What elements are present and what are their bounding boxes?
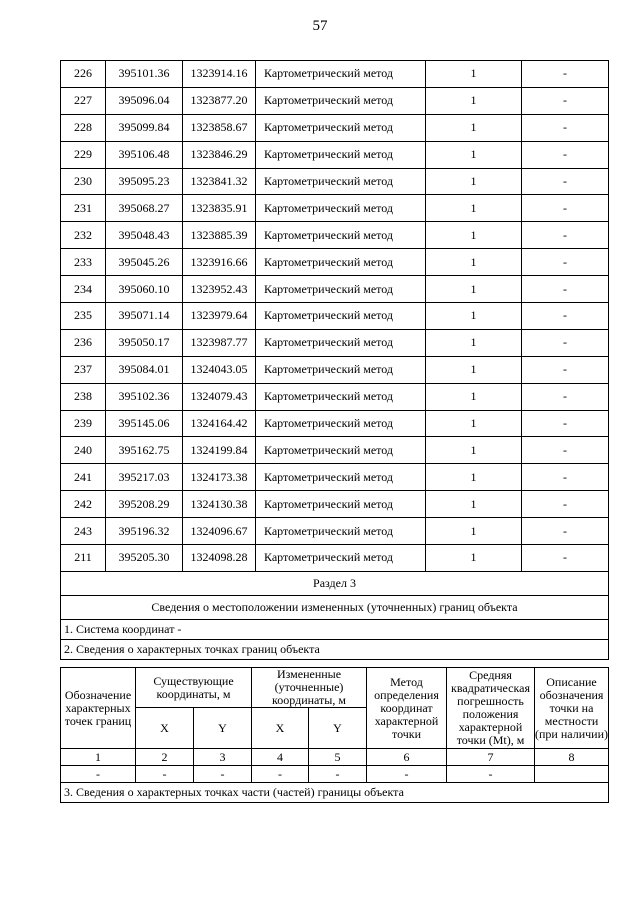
- column-number: 7: [447, 749, 535, 766]
- point-method: Картометрический метод: [256, 222, 426, 249]
- point-x: 395208.29: [106, 491, 183, 518]
- point-y: 1324130.38: [183, 491, 256, 518]
- point-method: Картометрический метод: [256, 303, 426, 330]
- header-accuracy: Средняя квадратическая погрешность положения характерной точки (Mt), м: [447, 668, 535, 749]
- table-row: [61, 303, 609, 330]
- point-method: Картометрический метод: [256, 491, 426, 518]
- point-description: -: [522, 168, 609, 195]
- point-accuracy: 1: [426, 249, 522, 276]
- empty-cell: -: [61, 766, 136, 783]
- empty-cell: -: [252, 766, 309, 783]
- point-description: -: [522, 383, 609, 410]
- point-x: 395217.03: [106, 464, 183, 491]
- table-row: [61, 491, 609, 518]
- point-x: 395095.23: [106, 168, 183, 195]
- point-accuracy: 1: [426, 464, 522, 491]
- point-x: 395071.14: [106, 303, 183, 330]
- point-accuracy: 1: [426, 168, 522, 195]
- point-x: 395060.10: [106, 276, 183, 303]
- table-row: [61, 141, 609, 168]
- point-description: -: [522, 518, 609, 545]
- point-y: 1324043.05: [183, 356, 256, 383]
- table-row: [61, 356, 609, 383]
- point-method: Картометрический метод: [256, 168, 426, 195]
- point-description: -: [522, 545, 609, 572]
- point-description: -: [522, 410, 609, 437]
- point-number: 227: [61, 87, 106, 114]
- point-number: 230: [61, 168, 106, 195]
- header-changed-x: X: [252, 708, 309, 749]
- point-accuracy: 1: [426, 276, 522, 303]
- header-designation: Обозначение характерных точек границ: [61, 668, 136, 749]
- point-number: 242: [61, 491, 106, 518]
- point-y: 1324098.28: [183, 545, 256, 572]
- point-method: Картометрический метод: [256, 61, 426, 88]
- column-number: 6: [367, 749, 447, 766]
- empty-cell: -: [367, 766, 447, 783]
- point-x: 395096.04: [106, 87, 183, 114]
- point-number: 228: [61, 114, 106, 141]
- header-method: Метод определения координат характерной точки: [367, 668, 447, 749]
- table-row: [61, 114, 609, 141]
- point-description: -: [522, 491, 609, 518]
- point-x: 395102.36: [106, 383, 183, 410]
- point-description: -: [522, 114, 609, 141]
- points-table-body: [61, 61, 609, 660]
- section-subtitle: Сведения о местоположении измененных (уточненных) границ объекта: [61, 595, 609, 619]
- point-method: Картометрический метод: [256, 249, 426, 276]
- point-number: 211: [61, 545, 106, 572]
- coord-system-row: [61, 619, 609, 639]
- column-number: 3: [194, 749, 252, 766]
- points-heading-row: [61, 639, 609, 659]
- point-accuracy: 1: [426, 437, 522, 464]
- point-accuracy: 1: [426, 383, 522, 410]
- header-existing-x: X: [136, 708, 194, 749]
- point-description: -: [522, 437, 609, 464]
- table-row: [61, 61, 609, 88]
- point-x: 395099.84: [106, 114, 183, 141]
- point-description: -: [522, 276, 609, 303]
- table-row: [61, 249, 609, 276]
- table-row: [61, 87, 609, 114]
- point-accuracy: 1: [426, 87, 522, 114]
- point-number: 241: [61, 464, 106, 491]
- table-row: [61, 329, 609, 356]
- point-y: 1323916.66: [183, 249, 256, 276]
- header-existing-y: Y: [194, 708, 252, 749]
- point-method: Картометрический метод: [256, 329, 426, 356]
- point-method: Картометрический метод: [256, 141, 426, 168]
- table-row: [61, 518, 609, 545]
- empty-cell: -: [447, 766, 535, 783]
- points-table: [60, 60, 609, 660]
- point-accuracy: 1: [426, 195, 522, 222]
- point-accuracy: 1: [426, 222, 522, 249]
- point-y: 1324199.84: [183, 437, 256, 464]
- point-description: -: [522, 356, 609, 383]
- table-row: [61, 276, 609, 303]
- empty-cell: [535, 766, 609, 783]
- point-method: Картометрический метод: [256, 518, 426, 545]
- changed-borders-table: [60, 667, 609, 803]
- point-x: 395084.01: [106, 356, 183, 383]
- header-description: Описание обозначения точки на местности (при наличии): [535, 668, 609, 749]
- point-x: 395106.48: [106, 141, 183, 168]
- point-description: -: [522, 222, 609, 249]
- section-title-row: [61, 571, 609, 595]
- point-description: -: [522, 141, 609, 168]
- page-number: 57: [312, 18, 328, 34]
- point-number: 226: [61, 61, 106, 88]
- point-y: 1323914.16: [183, 61, 256, 88]
- point-method: Картометрический метод: [256, 464, 426, 491]
- point-method: Картометрический метод: [256, 410, 426, 437]
- point-y: 1323846.29: [183, 141, 256, 168]
- point-accuracy: 1: [426, 356, 522, 383]
- table-row: [61, 545, 609, 572]
- point-y: 1323987.77: [183, 329, 256, 356]
- point-accuracy: 1: [426, 518, 522, 545]
- point-accuracy: 1: [426, 114, 522, 141]
- section-title: Раздел 3: [61, 571, 609, 595]
- point-method: Картометрический метод: [256, 114, 426, 141]
- point-description: -: [522, 249, 609, 276]
- point-accuracy: 1: [426, 303, 522, 330]
- header-existing-coords: Существующие координаты, м: [136, 668, 252, 708]
- point-method: Картометрический метод: [256, 545, 426, 572]
- header-row: [61, 668, 609, 708]
- point-y: 1323858.67: [183, 114, 256, 141]
- point-method: Картометрический метод: [256, 195, 426, 222]
- point-x: 395145.06: [106, 410, 183, 437]
- point-number: 237: [61, 356, 106, 383]
- column-number: 8: [535, 749, 609, 766]
- point-description: -: [522, 303, 609, 330]
- point-number: 243: [61, 518, 106, 545]
- point-accuracy: 1: [426, 141, 522, 168]
- point-number: 233: [61, 249, 106, 276]
- point-method: Картометрический метод: [256, 383, 426, 410]
- point-x: 395048.43: [106, 222, 183, 249]
- point-x: 395162.75: [106, 437, 183, 464]
- point-accuracy: 1: [426, 329, 522, 356]
- point-x: 395101.36: [106, 61, 183, 88]
- empty-cell: -: [309, 766, 367, 783]
- table-row: [61, 222, 609, 249]
- point-accuracy: 1: [426, 61, 522, 88]
- point-y: 1323979.64: [183, 303, 256, 330]
- column-numbers-row: [61, 749, 609, 766]
- point-accuracy: 1: [426, 410, 522, 437]
- empty-cell: -: [136, 766, 194, 783]
- point-description: -: [522, 464, 609, 491]
- point-description: -: [522, 87, 609, 114]
- column-number: 5: [309, 749, 367, 766]
- point-y: 1324079.43: [183, 383, 256, 410]
- column-number: 2: [136, 749, 194, 766]
- part-heading: 3. Сведения о характерных точках части (частей) границы объекта: [61, 783, 609, 803]
- coord-system: 1. Система координат -: [61, 619, 609, 639]
- point-number: 229: [61, 141, 106, 168]
- point-y: 1323952.43: [183, 276, 256, 303]
- point-method: Картометрический метод: [256, 437, 426, 464]
- point-x: 395196.32: [106, 518, 183, 545]
- table-row: [61, 437, 609, 464]
- column-number: 1: [61, 749, 136, 766]
- point-x: 395068.27: [106, 195, 183, 222]
- point-accuracy: 1: [426, 545, 522, 572]
- table-row: [61, 410, 609, 437]
- point-description: -: [522, 61, 609, 88]
- table-row: [61, 464, 609, 491]
- point-number: 236: [61, 329, 106, 356]
- empty-cell: -: [194, 766, 252, 783]
- point-x: 395050.17: [106, 329, 183, 356]
- point-number: 232: [61, 222, 106, 249]
- point-number: 234: [61, 276, 106, 303]
- table-row: [61, 168, 609, 195]
- point-number: 239: [61, 410, 106, 437]
- point-y: 1323835.91: [183, 195, 256, 222]
- column-number: 4: [252, 749, 309, 766]
- point-method: Картометрический метод: [256, 276, 426, 303]
- point-number: 235: [61, 303, 106, 330]
- point-y: 1324173.38: [183, 464, 256, 491]
- point-x: 395205.30: [106, 545, 183, 572]
- point-x: 395045.26: [106, 249, 183, 276]
- points-heading: 2. Сведения о характерных точках границ объекта: [61, 639, 609, 659]
- table-row: [61, 383, 609, 410]
- part-heading-row: [61, 783, 609, 803]
- point-description: -: [522, 329, 609, 356]
- point-accuracy: 1: [426, 491, 522, 518]
- table-row: [61, 195, 609, 222]
- point-method: Картометрический метод: [256, 87, 426, 114]
- point-method: Картометрический метод: [256, 356, 426, 383]
- empty-data-row: [61, 766, 609, 783]
- point-y: 1323877.20: [183, 87, 256, 114]
- header-changed-coords: Измененные (уточненные) координаты, м: [252, 668, 367, 708]
- point-number: 240: [61, 437, 106, 464]
- point-number: 231: [61, 195, 106, 222]
- header-changed-y: Y: [309, 708, 367, 749]
- point-number: 238: [61, 383, 106, 410]
- point-description: -: [522, 195, 609, 222]
- point-y: 1323841.32: [183, 168, 256, 195]
- point-y: 1323885.39: [183, 222, 256, 249]
- point-y: 1324164.42: [183, 410, 256, 437]
- section-subtitle-row: [61, 595, 609, 619]
- point-y: 1324096.67: [183, 518, 256, 545]
